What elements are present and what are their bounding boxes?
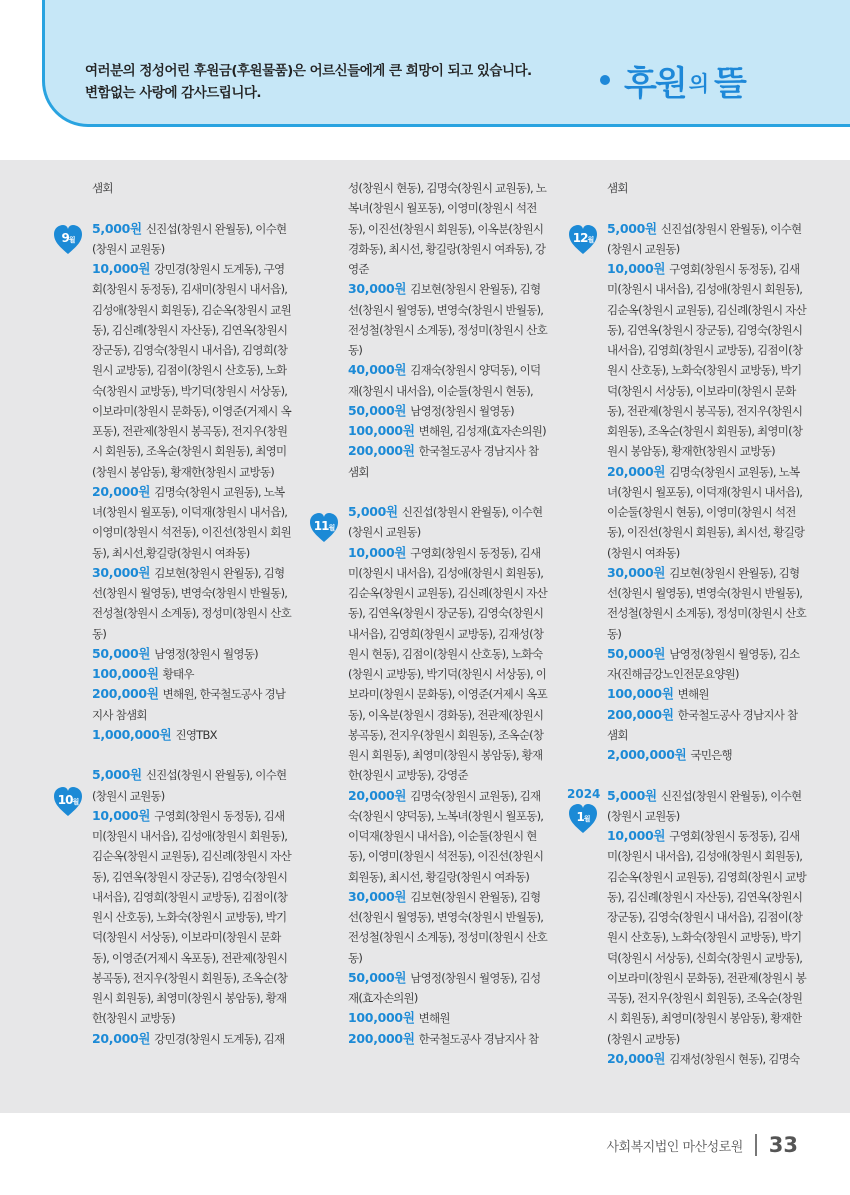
donation-entry: [348, 279, 548, 360]
donation-amount: 10,000원: [348, 544, 407, 560]
month-label: 9월: [61, 231, 75, 245]
title-part-3: 뜰: [714, 63, 745, 104]
donation-amount: 200,000원: [607, 706, 674, 722]
donor-names: 구영회(창원시 동정동), 김새미(창원시 내서읍), 김성애(창원시 회원동), 김순옥(창원시 교원동), 김신례(창원시 자산동), 김연옥(창원시 장군동), 김영숙(창원시 내서읍), 김영희(창원시 교방동), 김점이(창원시 산호동), 노화숙(창원시 교방동), 박기덕(창원시 서상동), 이보라미(창원시 문화동), 전관제(창원시 봉곡동), 전지우(창원시 회원동), 조옥순(창원시 회원동), 최영미(창원시 봉암동), 황재한(창원시 교방동): [607, 262, 806, 459]
donor-names: 신진섭(창원시 완월동), 이수현(창원시 교원동): [92, 768, 287, 803]
donation-entry: [92, 1029, 292, 1049]
donation-amount: 200,000원: [92, 686, 159, 702]
month-badge-jan: [569, 804, 597, 834]
donor-names: 강민경(창원시 도계동), 구영회(창원시 동정동), 김새미(창원시 내서읍), 김성애(창원시 회원동), 김순옥(창원시 교원동), 김신례(창원시 자산동), 김연옥(창원시 장군동), 김영숙(창원시 내서읍), 김영희(창원시 교방동), 김점이(창원시 산호동), 노화숙(창원시 교방동), 박기덕(창원시 서상동), 이보라미(창원시 문화동), 이영준(거제시 옥포동), 전관제(창원시 봉곡동), 전지우(창원시 회원동), 조옥순(창원시 회원동), 최영미(창원시 봉암동), 황재한(창원시 교방동): [92, 262, 291, 479]
donation-amount: 40,000원: [348, 362, 407, 378]
donation-entry: [348, 441, 548, 482]
donation-amount: 50,000원: [348, 402, 407, 418]
donation-entry: [607, 684, 807, 704]
donor-names: 남영정(창원시 월영동): [154, 646, 258, 661]
donation-entry: [92, 725, 292, 745]
entry-text: 샘회: [92, 181, 113, 195]
donation-entry: [607, 259, 807, 462]
donation-amount: 5,000원: [607, 220, 657, 236]
donor-names: 한국철도공사 경남지사 참샘회: [348, 444, 539, 479]
header-line-2: 변함없는 사랑에 감사드립니다.: [85, 85, 262, 101]
donation-entry: [92, 482, 292, 563]
donor-names: 김명숙(창원시 교원동), 김재숙(창원시 양덕동), 노복녀(창원시 월포동), 이덕재(창원시 내서읍), 이순둘(창원시 현동), 이영미(창원시 석전동), 이진선(창원시 회원동), 최시선, 황길랑(창원시 여좌동): [348, 788, 544, 884]
donor-names: 김재성(창원시 현동), 김명숙: [669, 1051, 800, 1066]
donation-entry: [607, 563, 807, 644]
donation-entry: [92, 563, 292, 644]
header-banner: [42, 0, 850, 127]
month-badge-dec: [569, 225, 597, 255]
donation-entry: [607, 644, 807, 685]
donor-names: 남영정(창원시 월영동), 김소자(진해금강노인전문요양원): [607, 646, 800, 681]
month-label: 1월: [576, 810, 590, 824]
month-label: 10월: [57, 793, 79, 807]
donor-names: 신진섭(창원시 완월동), 이수현(창원시 교원동): [92, 221, 287, 256]
donor-names: 구영회(창원시 동정동), 김새미(창원시 내서읍), 김성애(창원시 회원동), 김순옥(창원시 교원동), 김신례(창원시 자산동), 김연옥(창원시 장군동), 김영숙(창원시 내서읍), 김영희(창원시 교방동), 김재성(창원시 현동), 김점이(창원시 산호동), 노화숙(창원시 교방동), 박기덕(창원시 서상동), 이보라미(창원시 문화동), 이영준(거제시 옥포동), 이옥분(창원시 경화동), 전관제(창원시 봉곡동), 전지우(창원시 회원동), 조옥순(창원시 회원동), 최영미(창원시 봉암동), 황재한(창원시 교방동), 강영준: [348, 545, 547, 783]
donation-entry: [607, 462, 807, 563]
bullet-dot-icon: [600, 75, 610, 85]
donation-amount: 2,000,000원: [607, 747, 687, 762]
donation-entry: [607, 705, 807, 746]
donation-entry: [348, 968, 548, 1009]
donation-amount: 100,000원: [348, 423, 415, 438]
donor-names: 신진섭(창원시 완월동), 이수현(창원시 교원동): [607, 788, 802, 823]
month-separator: [348, 482, 548, 502]
donor-names: 변해원: [677, 687, 709, 702]
donation-amount: 10,000원: [607, 828, 666, 843]
donation-entry: [92, 765, 292, 806]
donor-names: 진영TBX: [175, 727, 217, 742]
donor-names: 남영정(창원시 월영동), 김성재(효자손의원): [348, 970, 541, 1005]
donation-amount: 100,000원: [92, 666, 159, 681]
donation-amount: 20,000원: [348, 787, 407, 803]
donation-entry: [92, 806, 292, 1029]
donor-names: 강민경(창원시 도계동), 김재: [154, 1031, 285, 1046]
column-2: [348, 178, 548, 1049]
donation-entry: [348, 543, 548, 786]
page-footer: [606, 1133, 798, 1157]
donation-amount: 50,000원: [92, 645, 151, 661]
organization-name: 사회복지법인 마산성로원: [606, 1139, 743, 1155]
donor-names: 구영회(창원시 동정동), 김새미(창원시 내서읍), 김성애(창원시 회원동), 김순옥(창원시 교원동), 김신례(창원시 자산동), 김연옥(창원시 장군동), 김영숙(창원시 내서읍), 김영희(창원시 교방동), 김점이(창원시 산호동), 노화숙(창원시 교방동), 박기덕(창원시 서상동), 이보라미(창원시 문화동), 이영준(거제시 옥포동), 전관제(창원시 봉곡동), 전지우(창원시 회원동), 조옥순(창원시 회원동), 최영미(창원시 봉암동), 황재한(창원시 교방동): [92, 808, 291, 1026]
donation-amount: 30,000원: [607, 564, 666, 580]
donor-names: 한국철도공사 경남지사 참: [418, 1031, 539, 1046]
donation-amount: 1,000,000원: [92, 726, 172, 742]
month-badge-nov: [310, 513, 338, 543]
donation-amount: 30,000원: [348, 888, 407, 904]
donation-entry: [92, 259, 292, 482]
month-label: 12월: [572, 231, 594, 245]
donor-names: 김보현(창원시 완월동), 김형선(창원시 월영동), 변영숙(창원시 반월동), 전성철(창원시 소계동), 정성미(창원시 산호동): [348, 282, 547, 357]
title-part-2: 의: [688, 72, 709, 96]
donation-amount: 30,000원: [348, 281, 407, 297]
footer-divider: [755, 1134, 757, 1156]
entry-text: 샘회: [607, 181, 628, 195]
donation-entry: [607, 1049, 807, 1069]
section-title: [600, 55, 745, 105]
donation-entry: [92, 644, 292, 664]
page-number: 33: [768, 1133, 798, 1157]
donor-names: 구영회(창원시 동정동), 김새미(창원시 내서읍), 김성애(창원시 회원동), 김순옥(창원시 교원동), 김영희(창원시 교방동), 김신례(창원시 자산동), 김연옥(창원시 장군동), 김영숙(창원시 내서읍), 김점이(창원시 산호동), 노화숙(창원시 교방동), 박기덕(창원시 서상동), 신희숙(창원시 교방동), 이보라미(창원시 문화동), 전관제(창원시 봉곡동), 전지우(창원시 회원동), 조옥순(창원시 회원동), 최영미(창원시 봉암동), 황재한(창원시 교방동): [607, 829, 806, 1046]
donation-amount: 5,000원: [348, 504, 398, 519]
donation-entry: [348, 421, 548, 441]
donation-amount: 100,000원: [348, 1010, 415, 1026]
donation-amount: 50,000원: [607, 645, 666, 661]
donation-amount: 20,000원: [607, 1050, 666, 1066]
donation-amount: 20,000원: [607, 463, 666, 479]
donation-entry: [607, 745, 807, 765]
donation-entry: [348, 887, 548, 968]
donation-amount: 5,000원: [92, 220, 142, 236]
donation-entry: [607, 786, 807, 827]
donation-amount: 100,000원: [607, 686, 674, 702]
donation-amount: 10,000원: [607, 261, 666, 276]
donor-names: 김보현(창원시 완월동), 김형선(창원시 월영동), 변영숙(창원시 반월동), 전성철(창원시 소계동), 정성미(창원시 산호동): [348, 889, 547, 965]
donor-names: 김보현(창원시 완월동), 김형선(창원시 월영동), 변영숙(창원시 반월동), 전성철(창원시 소계동), 정성미(창원시 산호동): [607, 565, 806, 641]
month-separator: [607, 765, 807, 785]
donor-names: 변해원, 김성재(효자손의원): [418, 424, 546, 438]
donation-entry: [348, 401, 548, 421]
header-line-1: 여러분의 정성어린 후원금(후원물품)은 어르신들에게 큰 희망이 되고 있습니다.: [85, 63, 532, 79]
donation-amount: 20,000원: [92, 1030, 151, 1046]
header-message: [85, 60, 532, 104]
month-separator: [92, 745, 292, 765]
donation-entry: [348, 1008, 548, 1028]
month-separator: [92, 198, 292, 218]
donor-names: 국민은행: [690, 748, 732, 762]
donor-names: 김보현(창원시 완월동), 김형선(창원시 월영동), 변영숙(창원시 반월동), 전성철(창원시 소계동), 정성미(창원시 산호동): [92, 565, 291, 641]
month-badge-sep: [54, 225, 82, 255]
entry-text: 성(창원시 현동), 김명숙(창원시 교원동), 노복녀(창원시 월포동), 이영미(창원시 석전동), 이진선(창원시 회원동), 이옥분(창원시 경화동), 최시선, 황길랑(창원시 여좌동), 강영준: [348, 181, 547, 276]
donation-entry: [348, 502, 548, 543]
month-separator: [607, 198, 807, 218]
donor-names: 황태우: [162, 667, 194, 681]
donor-names: 한국철도공사 경남지사 참샘회: [607, 707, 798, 742]
donor-names: 남영정(창원시 월영동): [410, 403, 514, 418]
donation-entry: [92, 684, 292, 725]
donor-names: 김명숙(창원시 교원동), 노복녀(창원시 월포동), 이덕재(창원시 내서읍), 이순둘(창원시 현동), 이영미(창원시 석전동), 이진선(창원시 회원동), 최시선, 황길랑(창원시 여좌동): [607, 464, 805, 560]
donation-amount: 20,000원: [92, 483, 151, 499]
donation-entry: [607, 219, 807, 260]
donor-names: 신진섭(창원시 완월동), 이수현(창원시 교원동): [607, 221, 802, 256]
donation-amount: 5,000원: [607, 787, 657, 803]
column-1: [92, 178, 292, 1049]
donation-entry: [348, 360, 548, 401]
donation-amount: 50,000원: [348, 969, 407, 985]
donation-entry: [348, 786, 548, 887]
column-3: [607, 178, 807, 1069]
donation-amount: 200,000원: [348, 443, 415, 459]
donor-names: 변해원: [418, 1011, 450, 1026]
title-part-1: 후원: [624, 63, 686, 104]
donation-entry: [607, 826, 807, 1049]
month-label: 11월: [313, 519, 335, 533]
donor-names: 신진섭(창원시 완월동), 이수현(창원시 교원동): [348, 505, 543, 540]
donation-amount: 200,000원: [348, 1030, 415, 1046]
donor-names: 변해원, 한국철도공사 경남지사 참샘회: [92, 687, 286, 722]
month-badge-oct: [54, 787, 82, 817]
donation-amount: 10,000원: [92, 807, 151, 823]
donation-amount: 10,000원: [92, 261, 151, 276]
donor-list-area: [0, 160, 850, 1113]
donation-entry: [348, 1029, 548, 1049]
donor-names: 김재숙(창원시 양덕동), 이덕재(창원시 내서읍), 이순둘(창원시 현동),: [348, 363, 541, 398]
donation-amount: 30,000원: [92, 564, 151, 580]
donation-amount: 5,000원: [92, 767, 142, 783]
donation-entry: [92, 664, 292, 684]
donor-names: 김명숙(창원시 교원동), 노복녀(창원시 월포동), 이덕재(창원시 내서읍),이영미(창원시 석전동), 이진선(창원시 회원동), 최시선,황길랑(창원시 여좌동): [92, 484, 291, 560]
donation-entry: [92, 219, 292, 260]
year-label: 2024: [567, 787, 601, 801]
